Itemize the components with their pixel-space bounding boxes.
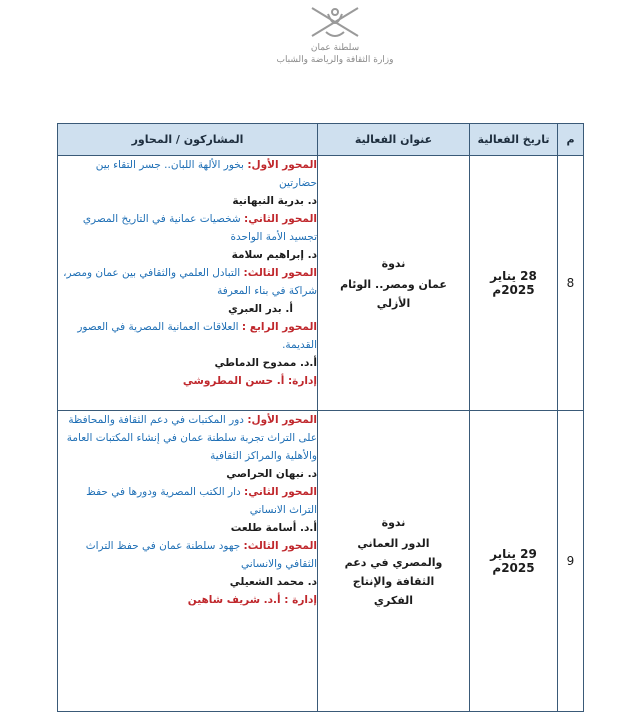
speaker-name: أ.د. ممدوح الدماطي	[214, 357, 317, 369]
axis-topic: التبادل العلمي والثقافي بين عمان ومصر، شراكة في بناء المعرفة	[63, 267, 317, 297]
speaker-name: أ. بدر العبري	[228, 303, 293, 315]
speaker-name: د. إبراهيم سلامة	[231, 249, 317, 261]
speaker-name: د. بدرية النبهانية	[232, 195, 317, 207]
axis-item	[58, 264, 317, 300]
axis-item	[58, 210, 317, 246]
moderator-name: إدارة: أ. حسن المطروشي	[182, 375, 317, 387]
axis-item	[58, 483, 317, 519]
row-number: 9	[558, 411, 584, 712]
event-title: الدور العماني والمصري في دعم الثقافة والإنتاج الفكري	[344, 536, 443, 607]
axis-label: المحور الأول:	[247, 159, 317, 171]
axis-item	[58, 156, 317, 192]
column-header-participants: المشاركون / المحاور	[58, 124, 318, 156]
event-title-cell	[318, 156, 470, 411]
event-title-cell	[318, 411, 470, 712]
table-row	[58, 411, 584, 712]
event-type: ندوة	[381, 256, 406, 270]
column-header-num: م	[558, 124, 584, 156]
ministry-line-2: وزارة الثقافة والرياضة والشباب	[276, 55, 394, 65]
axis-label: المحور الثالث:	[243, 540, 317, 552]
axis-label: المحور الثاني:	[244, 486, 317, 498]
row-number: 8	[558, 156, 584, 411]
axis-topic: شخصيات عمانية في التاريخ المصري تجسيد الأمة الواحدة	[82, 213, 317, 243]
document-header	[0, 0, 640, 118]
axis-label: المحور الثالث:	[243, 267, 317, 279]
axis-topic: العلاقات العمانية المصرية في العصور القديمة.	[77, 321, 317, 351]
participants-cell	[58, 411, 318, 712]
speaker-name: د. نبهان الحراصي	[226, 468, 317, 480]
speaker-name: أ.د. أسامة طلعت	[230, 522, 317, 534]
event-date: 29 يناير 2025م	[470, 411, 558, 712]
axis-label: المحور الثاني:	[244, 213, 317, 225]
ministry-line-1: سلطنة عمان	[310, 43, 360, 53]
event-date: 28 يناير 2025م	[470, 156, 558, 411]
oman-emblem-icon	[302, 2, 368, 42]
axis-topic: بخور الألهة اللبان.. جسر التقاء بين حضارتين	[95, 159, 317, 189]
moderator-name: إدارة : أ.د. شريف شاهين	[187, 594, 317, 606]
axis-item	[58, 318, 317, 354]
event-type: ندوة	[381, 515, 406, 529]
column-header-date: تاريخ الفعالية	[470, 124, 558, 156]
ministry-name	[250, 42, 420, 66]
axis-item	[58, 537, 317, 573]
event-title: عمان ومصر.. الوئام الأزلي	[340, 277, 447, 310]
participants-cell	[58, 156, 318, 411]
speaker-name: د. محمد الشعيلي	[229, 576, 317, 588]
axis-topic: دور المكتبات في دعم الثقافة والمحافظة على التراث تجربة سلطنة عمان في إنشاء المكتبات العامة والأهلية والمراكز الثقافية	[66, 414, 317, 462]
table-header-row	[58, 124, 584, 156]
axis-item	[58, 411, 317, 465]
axis-topic: جهود سلطنة عمان في حفظ التراث الثقافي والانساني	[85, 540, 317, 570]
events-table	[57, 123, 584, 712]
table-row	[58, 156, 584, 411]
column-header-title: عنوان الفعالية	[318, 124, 470, 156]
axis-label: المحور الأول:	[247, 414, 317, 426]
axis-topic: دار الكتب المصرية ودورها في حفظ التراث الانساني	[86, 486, 317, 516]
axis-label: المحور الرابع :	[241, 321, 317, 333]
